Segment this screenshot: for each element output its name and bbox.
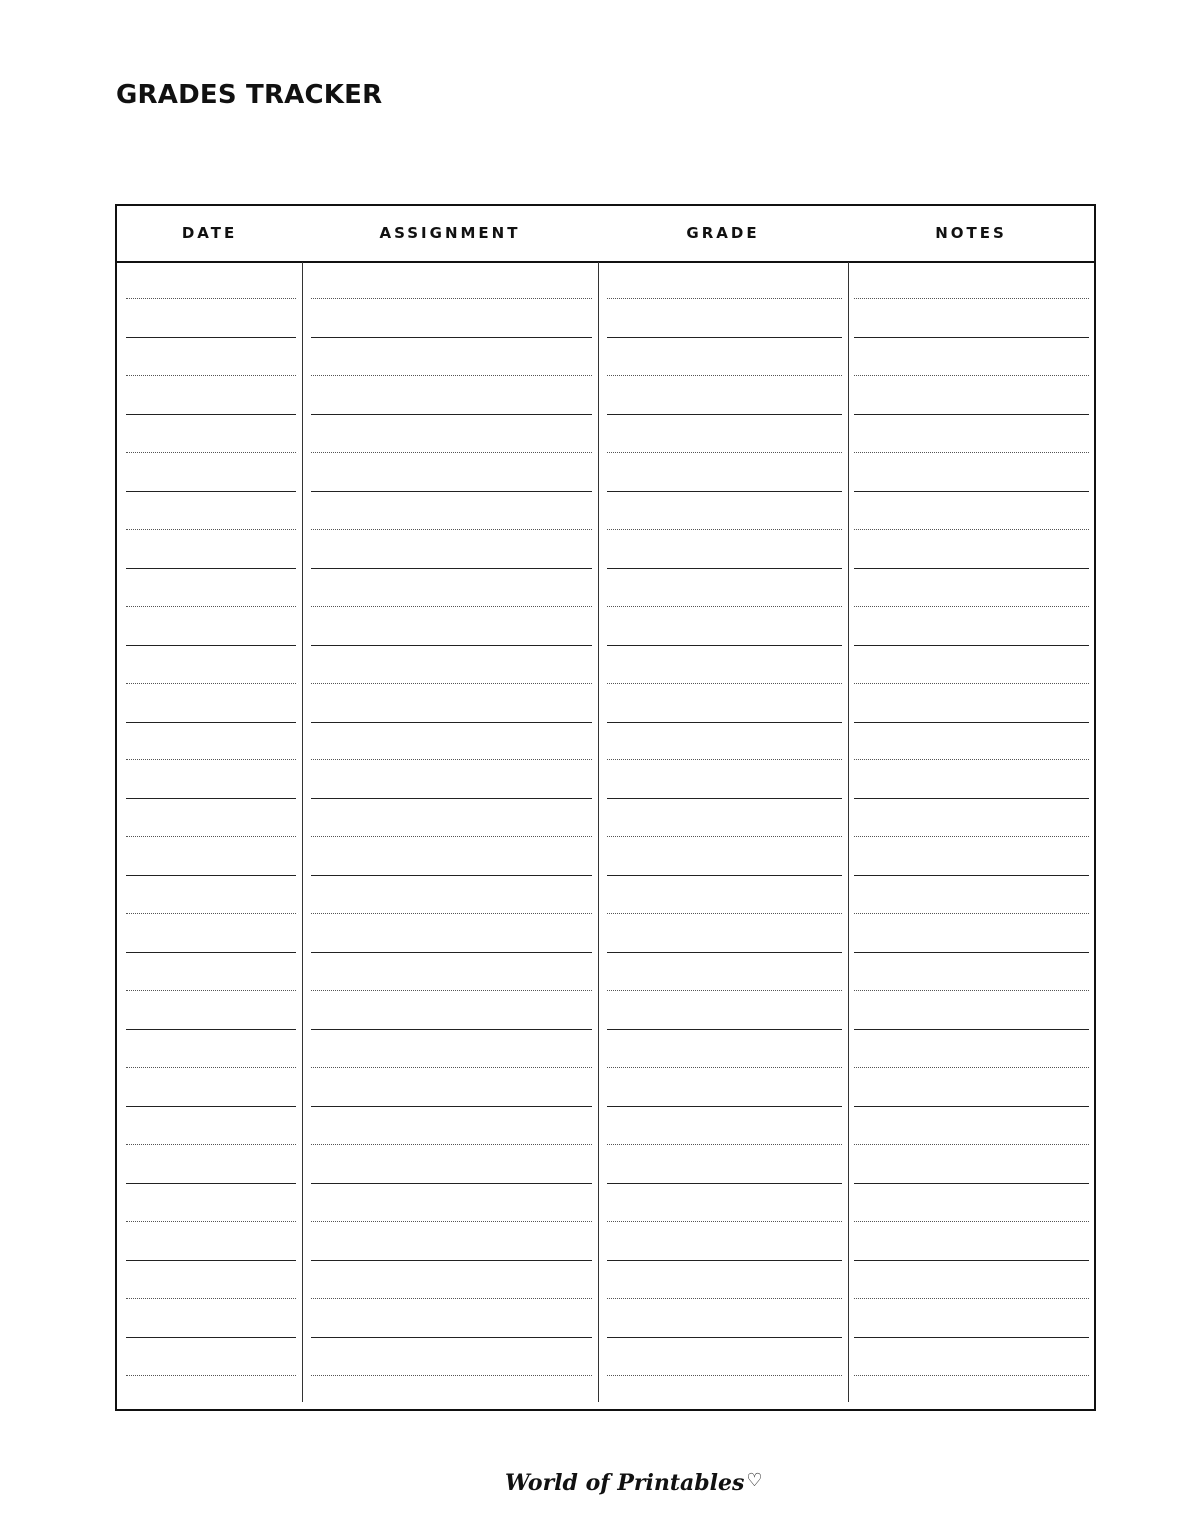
dotted-writing-line bbox=[126, 990, 296, 991]
dotted-writing-line bbox=[311, 759, 592, 760]
column-header-notes: NOTES bbox=[935, 224, 1007, 242]
solid-writing-line bbox=[126, 1260, 296, 1261]
dotted-writing-line bbox=[854, 683, 1089, 684]
dotted-writing-line bbox=[854, 606, 1089, 607]
dotted-writing-line bbox=[854, 298, 1089, 299]
column-header-assignment: ASSIGNMENT bbox=[379, 224, 521, 242]
dotted-writing-line bbox=[126, 1298, 296, 1299]
dotted-writing-line bbox=[126, 836, 296, 837]
dotted-writing-line bbox=[854, 375, 1089, 376]
solid-writing-line bbox=[126, 568, 296, 569]
solid-writing-line bbox=[854, 645, 1089, 646]
solid-writing-line bbox=[311, 952, 592, 953]
solid-writing-line bbox=[607, 1183, 842, 1184]
solid-writing-line bbox=[854, 491, 1089, 492]
brand-logo-text: World of Printables bbox=[505, 1470, 745, 1496]
dotted-writing-line bbox=[854, 836, 1089, 837]
solid-writing-line bbox=[854, 1029, 1089, 1030]
dotted-writing-line bbox=[311, 529, 592, 530]
solid-writing-line bbox=[126, 1106, 296, 1107]
solid-writing-line bbox=[126, 798, 296, 799]
solid-writing-line bbox=[854, 337, 1089, 338]
solid-writing-line bbox=[854, 952, 1089, 953]
dotted-writing-line bbox=[607, 1067, 842, 1068]
dotted-writing-line bbox=[311, 990, 592, 991]
dotted-writing-line bbox=[607, 529, 842, 530]
solid-writing-line bbox=[311, 568, 592, 569]
dotted-writing-line bbox=[126, 606, 296, 607]
column-divider bbox=[598, 262, 599, 1402]
dotted-writing-line bbox=[854, 529, 1089, 530]
column-header-date: DATE bbox=[181, 224, 238, 242]
dotted-writing-line bbox=[854, 452, 1089, 453]
solid-writing-line bbox=[126, 875, 296, 876]
dotted-writing-line bbox=[607, 606, 842, 607]
solid-writing-line bbox=[607, 798, 842, 799]
dotted-writing-line bbox=[126, 1067, 296, 1068]
solid-writing-line bbox=[854, 1183, 1089, 1184]
dotted-writing-line bbox=[126, 298, 296, 299]
solid-writing-line bbox=[126, 952, 296, 953]
dotted-writing-line bbox=[126, 452, 296, 453]
table-header-row bbox=[117, 206, 1094, 263]
solid-writing-line bbox=[311, 1260, 592, 1261]
solid-writing-line bbox=[607, 875, 842, 876]
dotted-writing-line bbox=[607, 298, 842, 299]
solid-writing-line bbox=[607, 414, 842, 415]
dotted-writing-line bbox=[126, 1144, 296, 1145]
solid-writing-line bbox=[126, 1337, 296, 1338]
dotted-writing-line bbox=[126, 1221, 296, 1222]
solid-writing-line bbox=[126, 722, 296, 723]
solid-writing-line bbox=[607, 1337, 842, 1338]
solid-writing-line bbox=[311, 1337, 592, 1338]
dotted-writing-line bbox=[607, 375, 842, 376]
solid-writing-line bbox=[126, 491, 296, 492]
dotted-writing-line bbox=[311, 606, 592, 607]
dotted-writing-line bbox=[607, 1375, 842, 1376]
solid-writing-line bbox=[607, 491, 842, 492]
dotted-writing-line bbox=[126, 1375, 296, 1376]
grades-table bbox=[115, 204, 1096, 1411]
dotted-writing-line bbox=[854, 1144, 1089, 1145]
dotted-writing-line bbox=[311, 1298, 592, 1299]
solid-writing-line bbox=[126, 645, 296, 646]
dotted-writing-line bbox=[854, 1375, 1089, 1376]
solid-writing-line bbox=[126, 1183, 296, 1184]
solid-writing-line bbox=[311, 337, 592, 338]
page-title: GRADES TRACKER bbox=[116, 80, 383, 110]
column-divider bbox=[848, 262, 849, 1402]
solid-writing-line bbox=[311, 875, 592, 876]
dotted-writing-line bbox=[311, 452, 592, 453]
solid-writing-line bbox=[311, 414, 592, 415]
solid-writing-line bbox=[311, 722, 592, 723]
solid-writing-line bbox=[854, 1106, 1089, 1107]
dotted-writing-line bbox=[607, 1144, 842, 1145]
dotted-writing-line bbox=[126, 529, 296, 530]
dotted-writing-line bbox=[311, 836, 592, 837]
dotted-writing-line bbox=[311, 1144, 592, 1145]
solid-writing-line bbox=[311, 1029, 592, 1030]
dotted-writing-line bbox=[607, 683, 842, 684]
dotted-writing-line bbox=[607, 452, 842, 453]
dotted-writing-line bbox=[607, 913, 842, 914]
solid-writing-line bbox=[311, 1183, 592, 1184]
dotted-writing-line bbox=[311, 1221, 592, 1222]
solid-writing-line bbox=[854, 798, 1089, 799]
column-header-grade: GRADE bbox=[686, 224, 760, 242]
dotted-writing-line bbox=[854, 1067, 1089, 1068]
dotted-writing-line bbox=[854, 1221, 1089, 1222]
solid-writing-line bbox=[607, 1106, 842, 1107]
solid-writing-line bbox=[311, 645, 592, 646]
brand-logo bbox=[505, 1470, 763, 1496]
dotted-writing-line bbox=[311, 913, 592, 914]
solid-writing-line bbox=[854, 1337, 1089, 1338]
dotted-writing-line bbox=[854, 990, 1089, 991]
dotted-writing-line bbox=[607, 759, 842, 760]
solid-writing-line bbox=[126, 414, 296, 415]
solid-writing-line bbox=[126, 337, 296, 338]
solid-writing-line bbox=[854, 568, 1089, 569]
solid-writing-line bbox=[854, 875, 1089, 876]
dotted-writing-line bbox=[126, 375, 296, 376]
dotted-writing-line bbox=[311, 683, 592, 684]
heart-outline-icon: ♡ bbox=[746, 1470, 763, 1491]
dotted-writing-line bbox=[607, 990, 842, 991]
dotted-writing-line bbox=[126, 913, 296, 914]
solid-writing-line bbox=[311, 491, 592, 492]
solid-writing-line bbox=[607, 722, 842, 723]
dotted-writing-line bbox=[854, 1298, 1089, 1299]
solid-writing-line bbox=[607, 337, 842, 338]
solid-writing-line bbox=[854, 1260, 1089, 1261]
solid-writing-line bbox=[311, 798, 592, 799]
dotted-writing-line bbox=[126, 683, 296, 684]
solid-writing-line bbox=[607, 1260, 842, 1261]
dotted-writing-line bbox=[607, 1298, 842, 1299]
solid-writing-line bbox=[126, 1029, 296, 1030]
column-divider bbox=[302, 262, 303, 1402]
solid-writing-line bbox=[607, 568, 842, 569]
dotted-writing-line bbox=[311, 1375, 592, 1376]
dotted-writing-line bbox=[854, 913, 1089, 914]
solid-writing-line bbox=[607, 1029, 842, 1030]
dotted-writing-line bbox=[126, 759, 296, 760]
solid-writing-line bbox=[607, 645, 842, 646]
dotted-writing-line bbox=[854, 759, 1089, 760]
dotted-writing-line bbox=[311, 375, 592, 376]
solid-writing-line bbox=[311, 1106, 592, 1107]
dotted-writing-line bbox=[607, 836, 842, 837]
solid-writing-line bbox=[607, 952, 842, 953]
solid-writing-line bbox=[854, 722, 1089, 723]
solid-writing-line bbox=[854, 414, 1089, 415]
dotted-writing-line bbox=[607, 1221, 842, 1222]
dotted-writing-line bbox=[311, 1067, 592, 1068]
dotted-writing-line bbox=[311, 298, 592, 299]
